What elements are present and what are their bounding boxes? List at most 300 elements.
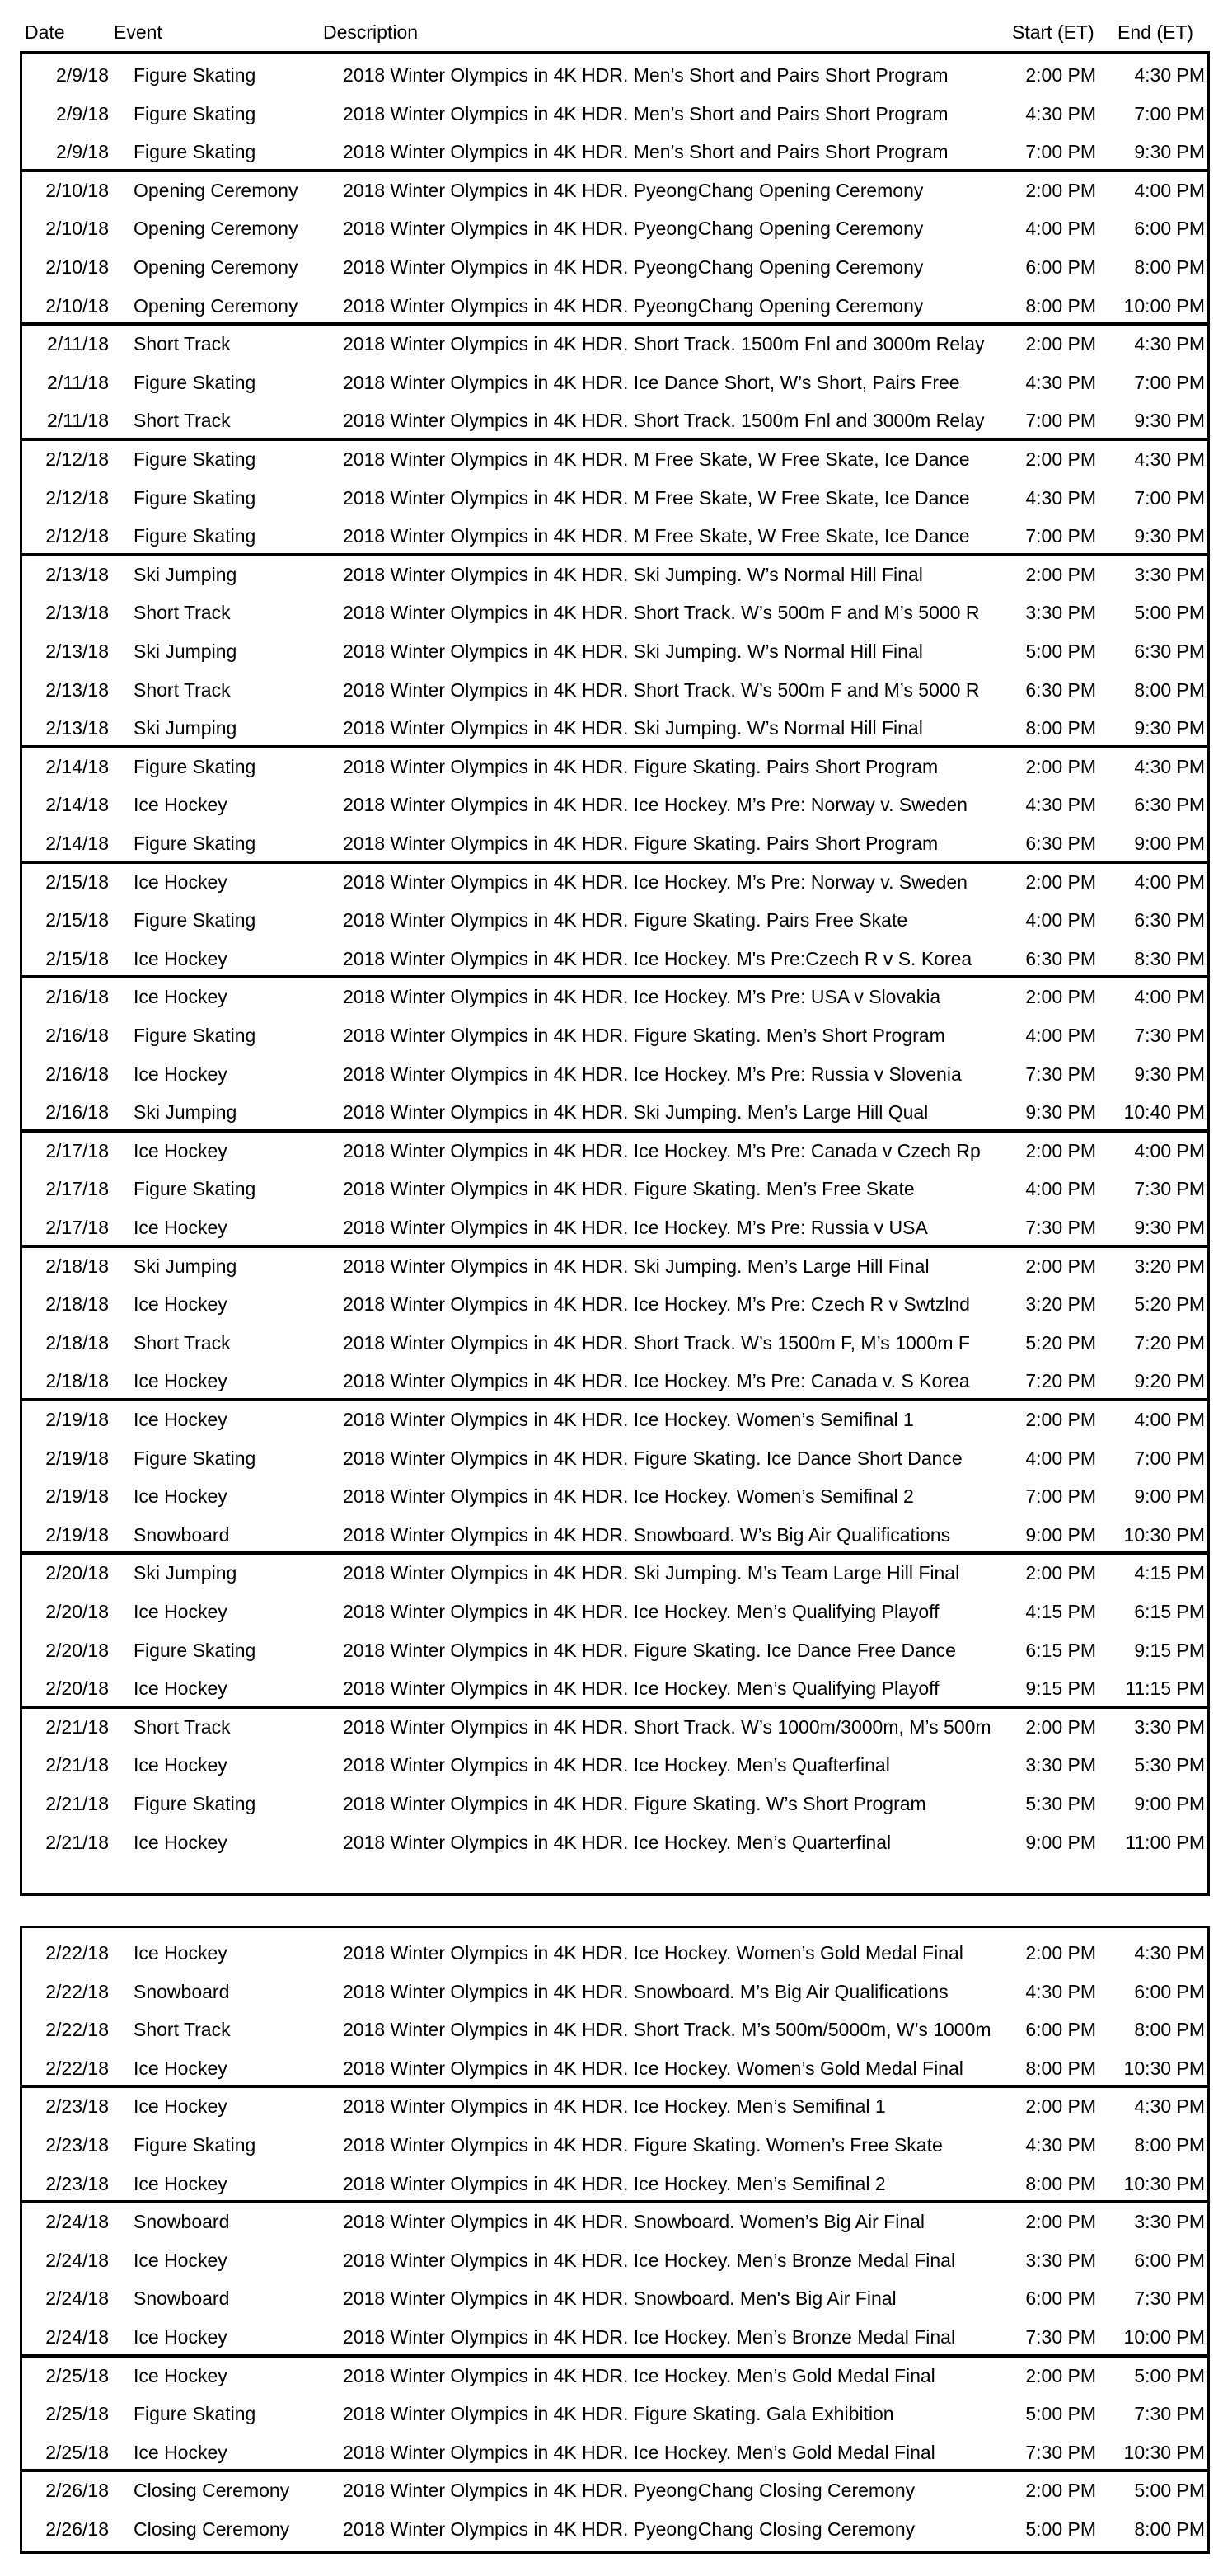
start-cell: 2:00 PM xyxy=(1025,755,1096,777)
table-row xyxy=(20,1477,1210,1515)
start-cell: 2:00 PM xyxy=(1025,1139,1096,1161)
description-cell: 2018 Winter Olympics in 4K HDR. M Free Skate, W Free Skate, Ice Dance xyxy=(343,448,970,470)
start-cell: 5:00 PM xyxy=(1025,2518,1096,2540)
date-cell: 2/13/18 xyxy=(45,640,109,662)
event-cell: Opening Ceremony xyxy=(134,218,298,240)
start-cell: 6:30 PM xyxy=(1025,678,1096,701)
description-cell: 2018 Winter Olympics in 4K HDR. Ice Hockey. Men’s Quarterfinal xyxy=(343,1831,892,1853)
date-cell: 2/9/18 xyxy=(56,64,109,86)
table-row xyxy=(20,671,1210,709)
table-row xyxy=(20,2395,1210,2433)
table-row xyxy=(20,2433,1210,2471)
table-row xyxy=(20,1631,1210,1669)
start-cell: 7:00 PM xyxy=(1025,410,1096,432)
start-cell: 2:00 PM xyxy=(1025,563,1096,585)
table-row xyxy=(20,479,1210,517)
start-cell: 3:20 PM xyxy=(1025,1293,1096,1316)
date-cell: 2/19/18 xyxy=(45,1485,109,1508)
date-cell: 2/20/18 xyxy=(45,1677,109,1700)
end-cell: 9:00 PM xyxy=(1134,833,1205,854)
end-cell: 6:30 PM xyxy=(1134,794,1205,816)
start-cell: 4:00 PM xyxy=(1025,909,1096,931)
date-cell: 2/22/18 xyxy=(45,2019,109,2041)
table-row xyxy=(20,2165,1210,2203)
start-cell: 7:00 PM xyxy=(1025,525,1096,547)
description-cell: 2018 Winter Olympics in 4K HDR. Short Track. 1500m Fnl and 3000m Relay xyxy=(343,333,985,355)
event-cell: Ice Hockey xyxy=(134,986,227,1008)
description-cell: 2018 Winter Olympics in 4K HDR. Short Track. W’s 1000m/3000m, M’s 500m xyxy=(343,1715,991,1738)
date-cell: 2/10/18 xyxy=(45,256,109,278)
event-cell: Figure Skating xyxy=(134,1025,256,1046)
event-cell: Ice Hockey xyxy=(134,1409,227,1430)
end-cell: 4:30 PM xyxy=(1134,333,1205,355)
date-cell: 2/18/18 xyxy=(45,1331,109,1354)
end-cell: 3:30 PM xyxy=(1134,563,1205,585)
event-cell: Figure Skating xyxy=(134,755,256,777)
description-cell: 2018 Winter Olympics in 4K HDR. M Free Skate, W Free Skate, Ice Dance xyxy=(343,486,970,509)
event-cell: Ice Hockey xyxy=(134,2095,227,2118)
end-cell: 9:30 PM xyxy=(1134,717,1205,739)
start-cell: 9:00 PM xyxy=(1025,1523,1096,1546)
end-cell: 6:00 PM xyxy=(1134,2249,1205,2271)
start-cell: 6:00 PM xyxy=(1025,2287,1096,2310)
table-row xyxy=(20,1973,1210,2011)
description-cell: 2018 Winter Olympics in 4K HDR. PyeongChang Closing Ceremony xyxy=(343,2518,916,2540)
description-cell: 2018 Winter Olympics in 4K HDR. Ice Hockey. M’s Pre: Russia v USA xyxy=(343,1217,928,1238)
end-cell: 3:30 PM xyxy=(1134,1715,1205,1738)
date-cell: 2/13/18 xyxy=(45,602,109,624)
start-cell: 9:00 PM xyxy=(1025,1831,1096,1853)
description-cell: 2018 Winter Olympics in 4K HDR. Ice Hockey. Women’s Gold Medal Final xyxy=(343,2057,963,2079)
description-cell: 2018 Winter Olympics in 4K HDR. Short Track. M’s 500m/5000m, W’s 1000m xyxy=(343,2019,991,2041)
date-cell: 2/15/18 xyxy=(45,870,109,893)
event-cell: Figure Skating xyxy=(134,1178,256,1200)
event-cell: Ski Jumping xyxy=(134,717,237,739)
start-cell: 3:30 PM xyxy=(1025,602,1096,624)
start-cell: 3:30 PM xyxy=(1025,2249,1096,2271)
description-cell: 2018 Winter Olympics in 4K HDR. Ice Hockey. M's Pre:Czech R v S. Korea xyxy=(343,947,972,969)
event-cell: Short Track xyxy=(134,1715,231,1738)
description-cell: 2018 Winter Olympics in 4K HDR. Figure Skating. Pairs Short Program xyxy=(343,833,939,854)
description-cell: 2018 Winter Olympics in 4K HDR. Figure Skating. Women’s Free Skate xyxy=(343,2134,943,2156)
table-row xyxy=(20,1439,1210,1477)
table-row xyxy=(20,1669,1210,1707)
end-cell: 8:00 PM xyxy=(1134,2518,1205,2540)
column-header-event: Event xyxy=(114,21,162,43)
start-cell: 7:20 PM xyxy=(1025,1370,1096,1392)
description-cell: 2018 Winter Olympics in 4K HDR. PyeongChang Opening Ceremony xyxy=(343,179,924,201)
start-cell: 2:00 PM xyxy=(1025,2095,1096,2118)
end-cell: 5:00 PM xyxy=(1134,2364,1205,2386)
event-cell: Figure Skating xyxy=(134,833,256,854)
column-header-end: End (ET) xyxy=(1118,21,1194,43)
event-cell: Ice Hockey xyxy=(134,1942,227,1964)
description-cell: 2018 Winter Olympics in 4K HDR. Ice Hockey. Men’s Bronze Medal Final xyxy=(343,2326,956,2348)
table-row xyxy=(20,325,1210,363)
event-cell: Snowboard xyxy=(134,2287,230,2310)
event-cell: Ski Jumping xyxy=(134,1562,237,1584)
description-cell: 2018 Winter Olympics in 4K HDR. Figure Skating. Ice Dance Free Dance xyxy=(343,1639,956,1661)
start-cell: 2:00 PM xyxy=(1025,2364,1096,2386)
description-cell: 2018 Winter Olympics in 4K HDR. Figure Skating. Men’s Free Skate xyxy=(343,1178,915,1200)
date-cell: 2/19/18 xyxy=(45,1409,109,1430)
event-cell: Opening Ceremony xyxy=(134,294,298,317)
date-cell: 2/16/18 xyxy=(45,1101,109,1124)
date-cell: 2/22/18 xyxy=(45,1942,109,1964)
start-cell: 4:30 PM xyxy=(1025,794,1096,816)
end-cell: 7:00 PM xyxy=(1134,1447,1205,1469)
table-row xyxy=(20,1208,1210,1246)
description-cell: 2018 Winter Olympics in 4K HDR. Ice Hockey. Women’s Gold Medal Final xyxy=(343,1942,963,1964)
table-row xyxy=(20,1132,1210,1170)
end-cell: 5:00 PM xyxy=(1134,602,1205,624)
start-cell: 4:30 PM xyxy=(1025,2134,1096,2156)
start-cell: 6:00 PM xyxy=(1025,256,1096,278)
date-cell: 2/14/18 xyxy=(45,794,109,816)
end-cell: 7:00 PM xyxy=(1134,371,1205,393)
event-cell: Snowboard xyxy=(134,2211,230,2233)
table-row xyxy=(20,2471,1210,2509)
end-cell: 8:00 PM xyxy=(1134,2019,1205,2041)
description-cell: 2018 Winter Olympics in 4K HDR. Snowboard. M’s Big Air Qualifications xyxy=(343,1980,949,2002)
date-cell: 2/11/18 xyxy=(46,371,109,393)
date-cell: 2/17/18 xyxy=(45,1139,109,1161)
end-cell: 6:30 PM xyxy=(1134,909,1205,931)
table-row xyxy=(20,440,1210,478)
start-cell: 2:00 PM xyxy=(1025,1255,1096,1277)
description-cell: 2018 Winter Olympics in 4K HDR. Ice Hockey. Men’s Semifinal 1 xyxy=(343,2095,886,2118)
end-cell: 9:00 PM xyxy=(1134,1793,1205,1814)
start-cell: 4:30 PM xyxy=(1025,102,1096,124)
end-cell: 8:00 PM xyxy=(1134,678,1205,701)
description-cell: 2018 Winter Olympics in 4K HDR. Ice Hockey. Men’s Semifinal 2 xyxy=(343,2172,886,2194)
date-cell: 2/24/18 xyxy=(45,2287,109,2310)
date-cell: 2/14/18 xyxy=(45,755,109,777)
date-cell: 2/11/18 xyxy=(46,410,109,432)
event-cell: Ice Hockey xyxy=(134,1754,227,1776)
event-cell: Figure Skating xyxy=(134,1639,256,1661)
description-cell: 2018 Winter Olympics in 4K HDR. Ice Hockey. Men’s Gold Medal Final xyxy=(343,2364,935,2386)
event-cell: Ice Hockey xyxy=(134,1370,227,1392)
start-cell: 2:00 PM xyxy=(1025,1409,1096,1430)
start-cell: 2:00 PM xyxy=(1025,179,1096,201)
description-cell: 2018 Winter Olympics in 4K HDR. Short Track. 1500m Fnl and 3000m Relay xyxy=(343,410,985,432)
event-cell: Opening Ceremony xyxy=(134,179,298,201)
event-cell: Ice Hockey xyxy=(134,870,227,893)
table-row xyxy=(20,401,1210,439)
description-cell: 2018 Winter Olympics in 4K HDR. Ice Hockey. M’s Pre: Norway v. Sweden xyxy=(343,794,968,816)
date-cell: 2/12/18 xyxy=(45,448,109,470)
description-cell: 2018 Winter Olympics in 4K HDR. Ski Jumping. W’s Normal Hill Final xyxy=(343,563,923,585)
description-cell: 2018 Winter Olympics in 4K HDR. Figure Skating. Pairs Short Program xyxy=(343,755,939,777)
description-cell: 2018 Winter Olympics in 4K HDR. Ice Hockey. Men’s Quafterfinal xyxy=(343,1754,890,1776)
start-cell: 4:30 PM xyxy=(1025,371,1096,393)
table-row xyxy=(20,1247,1210,1285)
start-cell: 4:30 PM xyxy=(1025,1980,1096,2002)
description-cell: 2018 Winter Olympics in 4K HDR. Snowboard. W’s Big Air Qualifications xyxy=(343,1523,951,1546)
date-cell: 2/18/18 xyxy=(45,1255,109,1277)
end-cell: 3:20 PM xyxy=(1134,1255,1205,1277)
end-cell: 3:30 PM xyxy=(1134,2211,1205,2233)
start-cell: 6:30 PM xyxy=(1025,947,1096,969)
date-cell: 2/15/18 xyxy=(45,947,109,969)
date-cell: 2/24/18 xyxy=(45,2249,109,2271)
start-cell: 6:15 PM xyxy=(1025,1639,1096,1661)
end-cell: 9:15 PM xyxy=(1134,1639,1205,1661)
table-row xyxy=(20,2049,1210,2087)
end-cell: 7:00 PM xyxy=(1134,486,1205,509)
end-cell: 7:30 PM xyxy=(1134,2403,1205,2425)
start-cell: 6:00 PM xyxy=(1025,2019,1096,2041)
table-row xyxy=(20,2087,1210,2125)
start-cell: 3:30 PM xyxy=(1025,1754,1096,1776)
table-row xyxy=(20,209,1210,247)
start-cell: 7:30 PM xyxy=(1025,1217,1096,1238)
date-cell: 2/12/18 xyxy=(45,486,109,509)
event-cell: Ice Hockey xyxy=(134,1217,227,1238)
date-cell: 2/13/18 xyxy=(45,563,109,585)
end-cell: 11:15 PM xyxy=(1125,1677,1205,1700)
event-cell: Figure Skating xyxy=(134,486,256,509)
date-cell: 2/25/18 xyxy=(45,2364,109,2386)
date-cell: 2/22/18 xyxy=(45,1980,109,2002)
date-cell: 2/21/18 xyxy=(45,1793,109,1814)
start-cell: 2:00 PM xyxy=(1025,986,1096,1008)
event-cell: Figure Skating xyxy=(134,525,256,547)
end-cell: 4:30 PM xyxy=(1134,1942,1205,1964)
table-row xyxy=(20,1170,1210,1208)
start-cell: 7:00 PM xyxy=(1025,141,1096,163)
table-row xyxy=(20,786,1210,823)
event-cell: Ice Hockey xyxy=(134,2172,227,2194)
date-cell: 2/18/18 xyxy=(45,1370,109,1392)
table-row xyxy=(20,2126,1210,2164)
date-cell: 2/9/18 xyxy=(56,141,109,163)
event-cell: Ice Hockey xyxy=(134,2441,227,2463)
event-cell: Figure Skating xyxy=(134,64,256,86)
end-cell: 6:15 PM xyxy=(1134,1601,1205,1622)
start-cell: 4:00 PM xyxy=(1025,1447,1096,1469)
date-cell: 2/15/18 xyxy=(45,909,109,931)
date-cell: 2/26/18 xyxy=(45,2518,109,2540)
event-cell: Closing Ceremony xyxy=(134,2480,290,2502)
start-cell: 7:30 PM xyxy=(1025,2441,1096,2463)
start-cell: 7:00 PM xyxy=(1025,1485,1096,1508)
date-cell: 2/21/18 xyxy=(45,1831,109,1853)
date-cell: 2/21/18 xyxy=(45,1754,109,1776)
event-cell: Ice Hockey xyxy=(134,2057,227,2079)
table-row xyxy=(20,1055,1210,1093)
date-cell: 2/14/18 xyxy=(45,833,109,854)
date-cell: 2/17/18 xyxy=(45,1178,109,1200)
end-cell: 7:30 PM xyxy=(1134,1178,1205,1200)
description-cell: 2018 Winter Olympics in 4K HDR. Figure Skating. Ice Dance Short Dance xyxy=(343,1447,963,1469)
end-cell: 9:20 PM xyxy=(1134,1370,1205,1392)
table-row xyxy=(20,1016,1210,1054)
table-row xyxy=(20,824,1210,862)
end-cell: 7:30 PM xyxy=(1134,2287,1205,2310)
event-cell: Ice Hockey xyxy=(134,2326,227,2348)
event-cell: Ice Hockey xyxy=(134,1293,227,1316)
description-cell: 2018 Winter Olympics in 4K HDR. Snowboard. Women’s Big Air Final xyxy=(343,2211,925,2233)
start-cell: 7:30 PM xyxy=(1025,1063,1096,1085)
date-cell: 2/26/18 xyxy=(45,2480,109,2502)
end-cell: 4:15 PM xyxy=(1134,1562,1205,1584)
event-cell: Figure Skating xyxy=(134,2403,256,2425)
table-row xyxy=(20,1785,1210,1823)
event-cell: Ski Jumping xyxy=(134,1101,237,1124)
end-cell: 4:30 PM xyxy=(1134,64,1205,86)
event-cell: Opening Ceremony xyxy=(134,256,298,278)
description-cell: 2018 Winter Olympics in 4K HDR. Short Track. W’s 500m F and M’s 5000 R xyxy=(343,678,980,701)
table-row xyxy=(20,2279,1210,2317)
table-row xyxy=(20,556,1210,594)
start-cell: 2:00 PM xyxy=(1025,1942,1096,1964)
description-cell: 2018 Winter Olympics in 4K HDR. Ice Dance Short, W’s Short, Pairs Free xyxy=(343,371,960,393)
date-cell: 2/20/18 xyxy=(45,1601,109,1622)
date-cell: 2/10/18 xyxy=(45,179,109,201)
start-cell: 5:30 PM xyxy=(1025,1793,1096,1814)
table-row xyxy=(20,748,1210,786)
description-cell: 2018 Winter Olympics in 4K HDR. Ski Jumping. W’s Normal Hill Final xyxy=(343,640,923,662)
end-cell: 4:30 PM xyxy=(1134,2095,1205,2118)
end-cell: 9:00 PM xyxy=(1134,1485,1205,1508)
table-row xyxy=(20,940,1210,978)
start-cell: 8:00 PM xyxy=(1025,2172,1096,2194)
event-cell: Short Track xyxy=(134,678,231,701)
date-cell: 2/13/18 xyxy=(45,717,109,739)
event-cell: Ice Hockey xyxy=(134,1139,227,1161)
description-cell: 2018 Winter Olympics in 4K HDR. Figure Skating. Pairs Free Skate xyxy=(343,909,908,931)
end-cell: 6:30 PM xyxy=(1134,640,1205,662)
date-cell: 2/19/18 xyxy=(45,1523,109,1546)
event-cell: Figure Skating xyxy=(134,909,256,931)
start-cell: 2:00 PM xyxy=(1025,1562,1096,1584)
column-header-start: Start (ET) xyxy=(1012,21,1094,43)
end-cell: 10:30 PM xyxy=(1123,2057,1205,2079)
start-cell: 2:00 PM xyxy=(1025,333,1096,355)
description-cell: 2018 Winter Olympics in 4K HDR. Figure Skating. W’s Short Program xyxy=(343,1793,926,1814)
end-cell: 9:30 PM xyxy=(1134,525,1205,547)
table-row xyxy=(20,901,1210,939)
date-cell: 2/16/18 xyxy=(45,1063,109,1085)
date-cell: 2/11/18 xyxy=(46,333,109,355)
event-cell: Figure Skating xyxy=(134,141,256,163)
table-row xyxy=(20,2318,1210,2356)
table-row xyxy=(20,2510,1210,2548)
description-cell: 2018 Winter Olympics in 4K HDR. Ice Hockey. Women’s Semifinal 2 xyxy=(343,1485,914,1508)
start-cell: 5:00 PM xyxy=(1025,2403,1096,2425)
end-cell: 10:30 PM xyxy=(1123,2172,1205,2194)
end-cell: 8:00 PM xyxy=(1134,256,1205,278)
description-cell: 2018 Winter Olympics in 4K HDR. Ice Hockey. Men’s Qualifying Playoff xyxy=(343,1677,940,1700)
date-cell: 2/16/18 xyxy=(45,986,109,1008)
date-cell: 2/24/18 xyxy=(45,2211,109,2233)
description-cell: 2018 Winter Olympics in 4K HDR. Figure Skating. Men’s Short Program xyxy=(343,1025,945,1046)
table-row xyxy=(20,1746,1210,1784)
date-cell: 2/22/18 xyxy=(45,2057,109,2079)
event-cell: Ski Jumping xyxy=(134,1255,237,1277)
start-cell: 2:00 PM xyxy=(1025,2480,1096,2502)
table-row xyxy=(20,2357,1210,2395)
start-cell: 9:15 PM xyxy=(1025,1677,1096,1700)
end-cell: 4:00 PM xyxy=(1134,986,1205,1008)
event-cell: Figure Skating xyxy=(134,1447,256,1469)
end-cell: 5:30 PM xyxy=(1134,1754,1205,1776)
description-cell: 2018 Winter Olympics in 4K HDR. Ice Hockey. Women’s Semifinal 1 xyxy=(343,1409,914,1430)
description-cell: 2018 Winter Olympics in 4K HDR. Ski Jumping. M’s Team Large Hill Final xyxy=(343,1562,960,1584)
end-cell: 7:20 PM xyxy=(1134,1331,1205,1354)
event-cell: Short Track xyxy=(134,1331,231,1354)
end-cell: 4:00 PM xyxy=(1134,1409,1205,1430)
end-cell: 8:30 PM xyxy=(1134,947,1205,969)
description-cell: 2018 Winter Olympics in 4K HDR. PyeongChang Closing Ceremony xyxy=(343,2480,916,2502)
start-cell: 8:00 PM xyxy=(1025,294,1096,317)
event-cell: Figure Skating xyxy=(134,2134,256,2156)
end-cell: 5:00 PM xyxy=(1134,2480,1205,2502)
start-cell: 2:00 PM xyxy=(1025,448,1096,470)
end-cell: 10:30 PM xyxy=(1123,1523,1205,1546)
end-cell: 10:00 PM xyxy=(1123,2326,1205,2348)
date-cell: 2/23/18 xyxy=(45,2095,109,2118)
description-cell: 2018 Winter Olympics in 4K HDR. Ice Hockey. M’s Pre: Canada v. S Korea xyxy=(343,1370,970,1392)
table-row xyxy=(20,1401,1210,1438)
start-cell: 4:00 PM xyxy=(1025,1178,1096,1200)
date-cell: 2/24/18 xyxy=(45,2326,109,2348)
event-cell: Snowboard xyxy=(134,1980,230,2002)
table-row xyxy=(20,248,1210,286)
table-row xyxy=(20,2241,1210,2279)
table-row xyxy=(20,1362,1210,1400)
event-cell: Figure Skating xyxy=(134,448,256,470)
event-cell: Ski Jumping xyxy=(134,563,237,585)
end-cell: 7:30 PM xyxy=(1134,1025,1205,1046)
table-row xyxy=(20,1554,1210,1592)
start-cell: 9:30 PM xyxy=(1025,1101,1096,1124)
date-cell: 2/17/18 xyxy=(45,1217,109,1238)
table-row xyxy=(20,95,1210,133)
description-cell: 2018 Winter Olympics in 4K HDR. Ice Hockey. M’s Pre: Czech R v Swtzlnd xyxy=(343,1293,970,1316)
start-cell: 2:00 PM xyxy=(1025,1715,1096,1738)
date-cell: 2/13/18 xyxy=(45,678,109,701)
description-cell: 2018 Winter Olympics in 4K HDR. Ice Hockey. M’s Pre: USA v Slovakia xyxy=(343,986,941,1008)
table-row xyxy=(20,1093,1210,1131)
event-cell: Ski Jumping xyxy=(134,640,237,662)
start-cell: 4:00 PM xyxy=(1025,218,1096,240)
start-cell: 6:30 PM xyxy=(1025,833,1096,854)
table-row xyxy=(20,978,1210,1016)
event-cell: Ice Hockey xyxy=(134,2364,227,2386)
end-cell: 9:30 PM xyxy=(1134,410,1205,432)
end-cell: 6:00 PM xyxy=(1134,1980,1205,2002)
description-cell: 2018 Winter Olympics in 4K HDR. Short Track. W’s 1500m F, M’s 1000m F xyxy=(343,1331,970,1354)
event-cell: Snowboard xyxy=(134,1523,230,1546)
description-cell: 2018 Winter Olympics in 4K HDR. Men’s Short and Pairs Short Program xyxy=(343,141,949,163)
start-cell: 2:00 PM xyxy=(1025,2211,1096,2233)
event-cell: Ice Hockey xyxy=(134,947,227,969)
description-cell: 2018 Winter Olympics in 4K HDR. Ice Hockey. M’s Pre: Canada v Czech Rp xyxy=(343,1139,981,1161)
end-cell: 4:30 PM xyxy=(1134,448,1205,470)
event-cell: Figure Skating xyxy=(134,1793,256,1814)
description-cell: 2018 Winter Olympics in 4K HDR. Figure Skating. Gala Exhibition xyxy=(343,2403,894,2425)
column-header-date: Date xyxy=(25,21,65,43)
event-cell: Closing Ceremony xyxy=(134,2518,290,2540)
event-cell: Figure Skating xyxy=(134,371,256,393)
column-header-description: Description xyxy=(323,21,419,43)
date-cell: 2/18/18 xyxy=(45,1293,109,1316)
table-row xyxy=(20,517,1210,555)
end-cell: 7:00 PM xyxy=(1134,102,1205,124)
